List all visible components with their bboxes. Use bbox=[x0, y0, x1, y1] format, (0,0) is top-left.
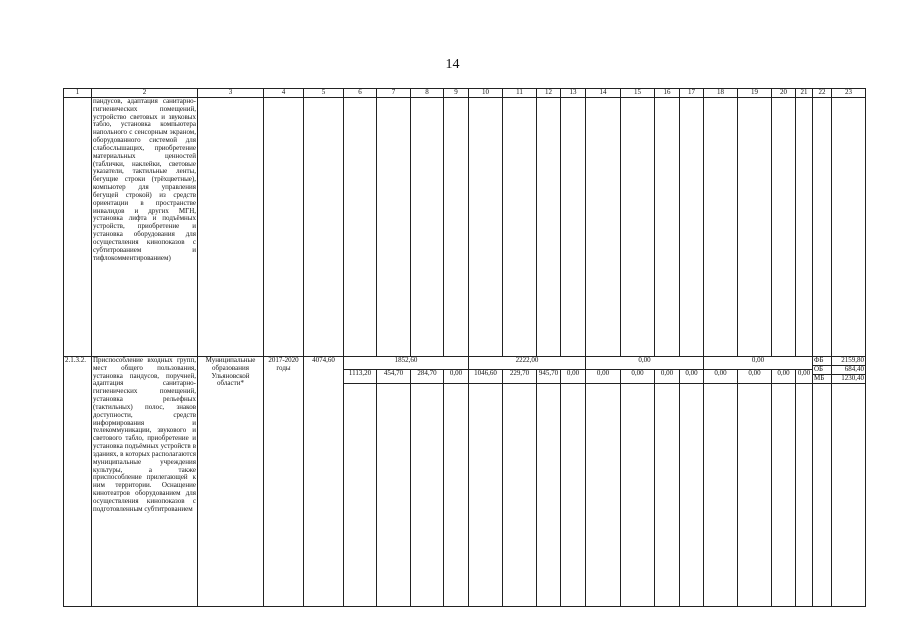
table-row bbox=[64, 357, 866, 370]
value-cell: 0,00 bbox=[772, 370, 796, 384]
col-header: 16 bbox=[655, 89, 680, 98]
value-cell: 0,00 bbox=[561, 370, 586, 384]
measure-description: пандусов, адаптация санитарно-гигиенических помещений, устройство световых и звуковых табло, установка компьютера напольного с сенсорным экраном, оборудованного системой для слабослышащих, приобретение материальных ценностей (таблички, наклейки, световые указатели, тактильные ленты, бегущие строки (трёхцветные), компьютер для управления бегущей строкой) из средств ориентации в пространстве инвалидов и других МГН, установка лифта и подъёмных устройств, приобретение и установка оборудования для осуществления кинопоказов с субтитрованием и тифлокомментированием) bbox=[92, 98, 198, 357]
source-code: ФБ bbox=[813, 357, 831, 366]
col-header: 21 bbox=[796, 89, 813, 98]
col-header: 17 bbox=[680, 89, 704, 98]
value-cell: 945,70 bbox=[537, 370, 561, 384]
source-value: 684,40 bbox=[832, 366, 865, 375]
value-cell: 0,00 bbox=[586, 370, 621, 384]
col-header: 10 bbox=[469, 89, 503, 98]
col-header: 11 bbox=[503, 89, 537, 98]
executor-cell: Муниципальные образования Ульяновской области* bbox=[198, 357, 264, 607]
period-cell: 2017-2020 годы bbox=[264, 357, 304, 607]
measure-description: Приспособление входных групп, мест общего пользования, установка пандусов, поручней, адаптация санитарно-гигиенических помещений, установка рельефных (тактильных) полос, знаков доступности, средств информирования и телекоммуникации, звукового и светового табло, приобретение и установка подъёмных устройств в зданиях, в которых располагаются муниципальные учреждения культуры, а также приспособление прилегающей к ним территории. Оснащение кинотеатров оборудованием для осуществления кинопоказов с подготовленным субтитрованием bbox=[92, 357, 198, 607]
source-codes bbox=[813, 357, 832, 384]
col-header: 20 bbox=[772, 89, 796, 98]
value-cell: 0,00 bbox=[704, 370, 738, 384]
value-cell: 1113,20 bbox=[344, 370, 377, 384]
source-values bbox=[832, 357, 866, 384]
col-header: 15 bbox=[621, 89, 655, 98]
value-cell: 0,00 bbox=[738, 370, 772, 384]
measure-number: 2.1.3.2. bbox=[64, 357, 92, 607]
value-cell: 1046,60 bbox=[469, 370, 503, 384]
sum-cell: 1852,60 bbox=[344, 357, 469, 370]
page-number: 14 bbox=[445, 57, 460, 72]
col-header: 5 bbox=[304, 89, 344, 98]
value-cell: 284,70 bbox=[411, 370, 444, 384]
sum-cell: 0,00 bbox=[586, 357, 704, 370]
table-row bbox=[64, 98, 866, 357]
total-cell: 4074,60 bbox=[304, 357, 344, 607]
value-cell: 0,00 bbox=[655, 370, 680, 384]
value-cell: 0,00 bbox=[621, 370, 655, 384]
col-header: 22 bbox=[813, 89, 832, 98]
value-cell: 454,70 bbox=[377, 370, 411, 384]
source-code: ОБ bbox=[813, 366, 831, 375]
col-header: 18 bbox=[704, 89, 738, 98]
source-value: 1230,40 bbox=[841, 374, 864, 382]
col-header: 9 bbox=[444, 89, 469, 98]
col-header: 13 bbox=[561, 89, 586, 98]
col-header: 23 bbox=[832, 89, 866, 98]
col-header: 19 bbox=[738, 89, 772, 98]
col-header: 7 bbox=[377, 89, 411, 98]
source-code: МБ bbox=[814, 374, 825, 382]
col-header: 14 bbox=[586, 89, 621, 98]
value-cell: 0,00 bbox=[444, 370, 469, 384]
col-header: 3 bbox=[198, 89, 264, 98]
header-row bbox=[64, 89, 866, 98]
value-cell: 0,00 bbox=[680, 370, 704, 384]
sum-cell: 0,00 bbox=[704, 357, 813, 370]
col-header: 1 bbox=[64, 89, 92, 98]
col-header: 4 bbox=[264, 89, 304, 98]
program-table bbox=[63, 88, 866, 607]
col-header: 12 bbox=[537, 89, 561, 98]
col-header: 6 bbox=[344, 89, 377, 98]
col-header: 8 bbox=[411, 89, 444, 98]
value-cell: 229,70 bbox=[503, 370, 537, 384]
sum-cell: 2222,00 bbox=[469, 357, 586, 370]
col-header: 2 bbox=[92, 89, 198, 98]
source-value: 2159,80 bbox=[832, 357, 865, 366]
value-cell: 0,00 bbox=[796, 370, 813, 384]
